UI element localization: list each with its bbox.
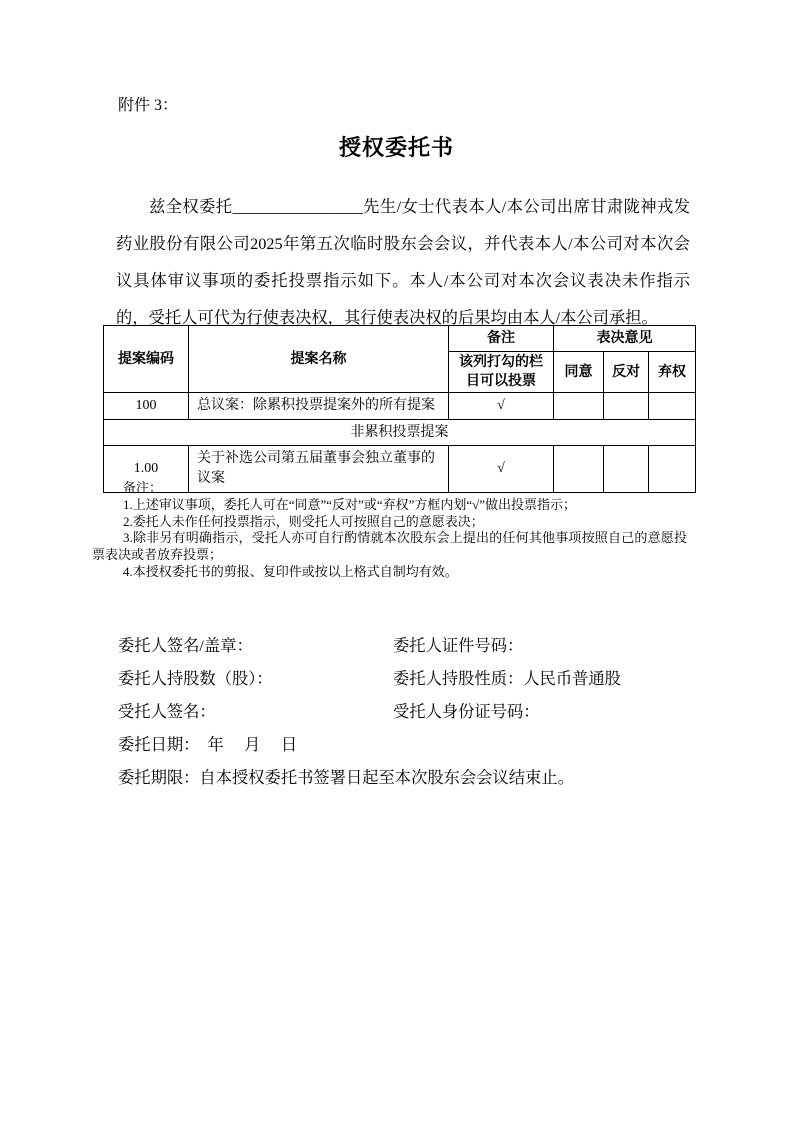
principal-id-number-label: 委托人证件号码： [393, 636, 524, 655]
note-item-2: 2.委托人未作任何投票指示，则受托人可按照自己的意愿表决； [123, 513, 484, 529]
header-remark-sub: 该列打勾的栏目可以投票 [449, 352, 554, 393]
table-row-general-proposal [104, 393, 696, 420]
entrust-date-line: 委托日期： 年 月 日 [118, 735, 298, 754]
signature-row-1 [118, 634, 718, 667]
signature-block [118, 634, 718, 799]
table-row-section [104, 420, 696, 446]
checkmark-remark: √ [449, 446, 554, 493]
entrust-term-line: 委托期限：自本授权委托书签署日起至本次股东会会议结束止。 [118, 768, 574, 787]
header-abstain: 弃权 [649, 352, 696, 393]
note-item-3: 3.除非另有明确指示，受托人亦可自行酌情就本次股东会上提出的任何其他事项按照自己的意愿投票表决或者放弃投票； [92, 530, 687, 563]
document-title: 授权委托书 [338, 135, 454, 160]
signature-row-2 [118, 667, 718, 700]
header-proposal-code: 提案编码 [104, 326, 189, 393]
table-header-row-1 [104, 326, 696, 352]
principal-shares-label: 委托人持股数（股）： [118, 669, 273, 688]
voting-table [103, 325, 696, 493]
header-against: 反对 [604, 352, 649, 393]
cell-proposal-name: 关于补选公司第五届董事会独立董事的议案 [189, 446, 449, 493]
cell-vote-against [604, 393, 649, 420]
note-item-4: 4.本授权委托书的剪报、复印件或按以上格式自制均有效。 [123, 563, 458, 579]
note-item-1: 1.上述审议事项，委托人可在“同意”“反对”或“弃权”方框内划“√”做出投票指示； [123, 496, 577, 512]
notes-title: 备注： [123, 480, 163, 495]
intro-paragraph: 兹全权委托________________先生/女士代表本人/本公司出席甘肃陇神戎发药业股份有限公司2025年第五次临时股东会会议，并代表本人/本公司对本次会议具体审议事项的委托投票指示如下。本人/本公司对本次会议表决未作指示的，受托人可代为行使表决权，其行使表决权的后果均由本人/本公司承担。 [116, 197, 690, 327]
section-label-non-cumulative: 非累积投票提案 [104, 420, 696, 446]
header-proposal-name: 提案名称 [189, 326, 449, 393]
principal-signature-label: 委托人签名/盖章： [118, 636, 253, 655]
header-agree: 同意 [554, 352, 604, 393]
cell-proposal-code: 100 [104, 393, 189, 420]
cell-proposal-code: 1.00 [104, 446, 189, 493]
trustee-signature-label: 受托人签名： [118, 702, 216, 721]
header-remark: 备注 [449, 326, 554, 352]
attachment-label: 附件 3： [118, 97, 179, 114]
cell-vote-abstain [649, 393, 696, 420]
principal-share-type-label: 委托人持股性质：人民币普通股 [393, 669, 621, 688]
header-voting-opinion: 表决意见 [554, 326, 696, 352]
cell-vote-agree [554, 393, 604, 420]
trustee-id-number-label: 受托人身份证号码： [393, 702, 540, 721]
cell-proposal-name: 总议案：除累积投票提案外的所有提案 [189, 393, 449, 420]
signature-row-3 [118, 700, 718, 733]
checkmark-remark: √ [449, 393, 554, 420]
notes-block [92, 480, 687, 581]
